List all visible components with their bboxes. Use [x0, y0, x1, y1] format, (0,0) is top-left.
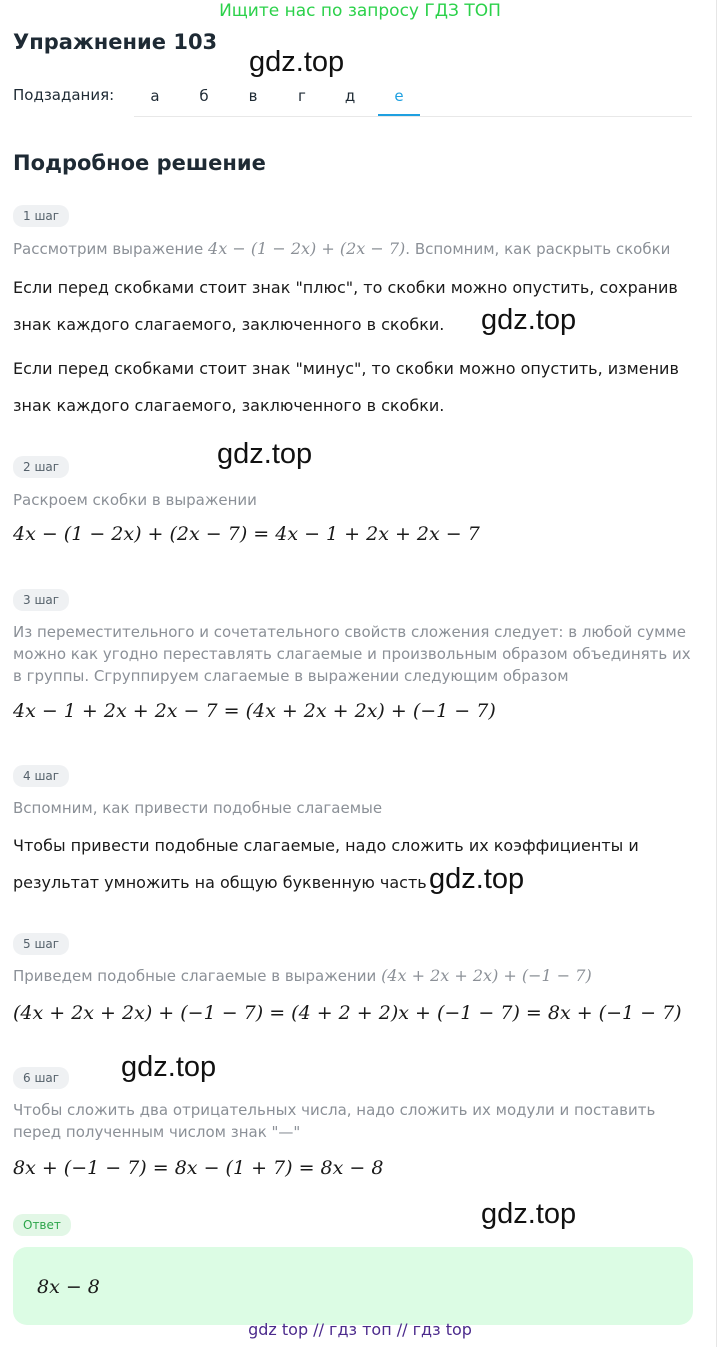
tab-g[interactable]: г	[298, 87, 306, 105]
step-intro-tail: . Вспомним, как раскрыть скобки	[405, 240, 671, 258]
step-equation: 8x + (−1 − 7) = 8x − (1 + 7) = 8x − 8	[13, 1157, 384, 1179]
watermark: gdz.top	[217, 438, 313, 470]
exercise-title: Упражнение 103	[13, 30, 218, 54]
step-equation: 4x − 1 + 2x + 2x − 7 = (4x + 2x + 2x) + (−1 − 7)	[13, 700, 496, 722]
watermark: gdz.top	[249, 46, 345, 78]
step-equation: (4x + 2x + 2x) + (−1 − 7) = (4 + 2 + 2)x + (−1 − 7) = 8x + (−1 − 7)	[13, 1002, 682, 1024]
watermark: gdz.top	[481, 1198, 577, 1230]
subtasks-label: Подзадания:	[13, 86, 115, 104]
step-intro-math: 4x − (1 − 2x) + (2x − 7)	[208, 239, 406, 258]
step-badge: 1 шаг	[13, 205, 69, 227]
footer-links[interactable]: gdz top // гдз топ // гдз top	[248, 1320, 472, 1339]
rule-plus: Если перед скобками стоит знак "плюс", то скобки можно опустить, сохранив знак каждого слагаемого, заключенного в скобки.	[13, 278, 678, 334]
watermark: gdz.top	[481, 304, 577, 336]
step-intro	[13, 965, 592, 987]
step-badge: 4 шаг	[13, 765, 69, 787]
step-intro: Из переместительного и сочетательного свойств сложения следует: в любой сумме можно как угодно переставлять слагаемые и произвольным образом объединять их в группы. Сгруппируем слагаемые в выражении следующим образом	[13, 623, 691, 685]
step-intro-text: Рассмотрим выражение	[13, 240, 204, 258]
tab-a[interactable]: а	[150, 87, 160, 105]
tab-e[interactable]: е	[378, 84, 420, 116]
search-banner: Ищите нас по запросу ГДЗ ТОП	[219, 1, 501, 21]
answer-box	[13, 1247, 693, 1325]
watermark: gdz.top	[121, 1051, 217, 1083]
tab-v[interactable]: в	[248, 87, 258, 105]
step-badge: 3 шаг	[13, 589, 69, 611]
step-intro-math: (4x + 2x + 2x) + (−1 − 7)	[381, 966, 592, 985]
tab-b[interactable]: б	[199, 87, 209, 105]
step-intro: Раскроем скобки в выражении	[13, 491, 257, 509]
step-intro-text: Приведем подобные слагаемые в выражении	[13, 967, 377, 985]
answer-badge: Ответ	[13, 1214, 71, 1236]
step-badge: 5 шаг	[13, 933, 69, 955]
step-badge: 2 шаг	[13, 456, 69, 478]
step-intro: Вспомним, как привести подобные слагаемые	[13, 799, 383, 817]
rule-like-terms: Чтобы привести подобные слагаемые, надо сложить их коэффициенты и результат умножить на общую буквенную часть	[13, 836, 639, 892]
step-badge: 6 шаг	[13, 1067, 69, 1089]
step-intro: Чтобы сложить два отрицательных числа, надо сложить их модули и поставить перед полученным числом знак "—"	[13, 1101, 656, 1141]
step-equation: 4x − (1 − 2x) + (2x − 7) = 4x − 1 + 2x + 2x − 7	[13, 523, 480, 545]
page-edge-divider	[716, 0, 717, 1347]
step-intro	[13, 238, 703, 260]
rule-minus: Если перед скобками стоит знак "минус", то скобки можно опустить, изменив знак каждого слагаемого, заключенного в скобки.	[13, 359, 679, 415]
solution-title: Подробное решение	[13, 151, 266, 175]
watermark: gdz.top	[429, 863, 525, 895]
tab-d[interactable]: д	[344, 87, 356, 105]
subtask-tabs	[134, 84, 692, 117]
answer-value: 8x − 8	[37, 1276, 100, 1298]
